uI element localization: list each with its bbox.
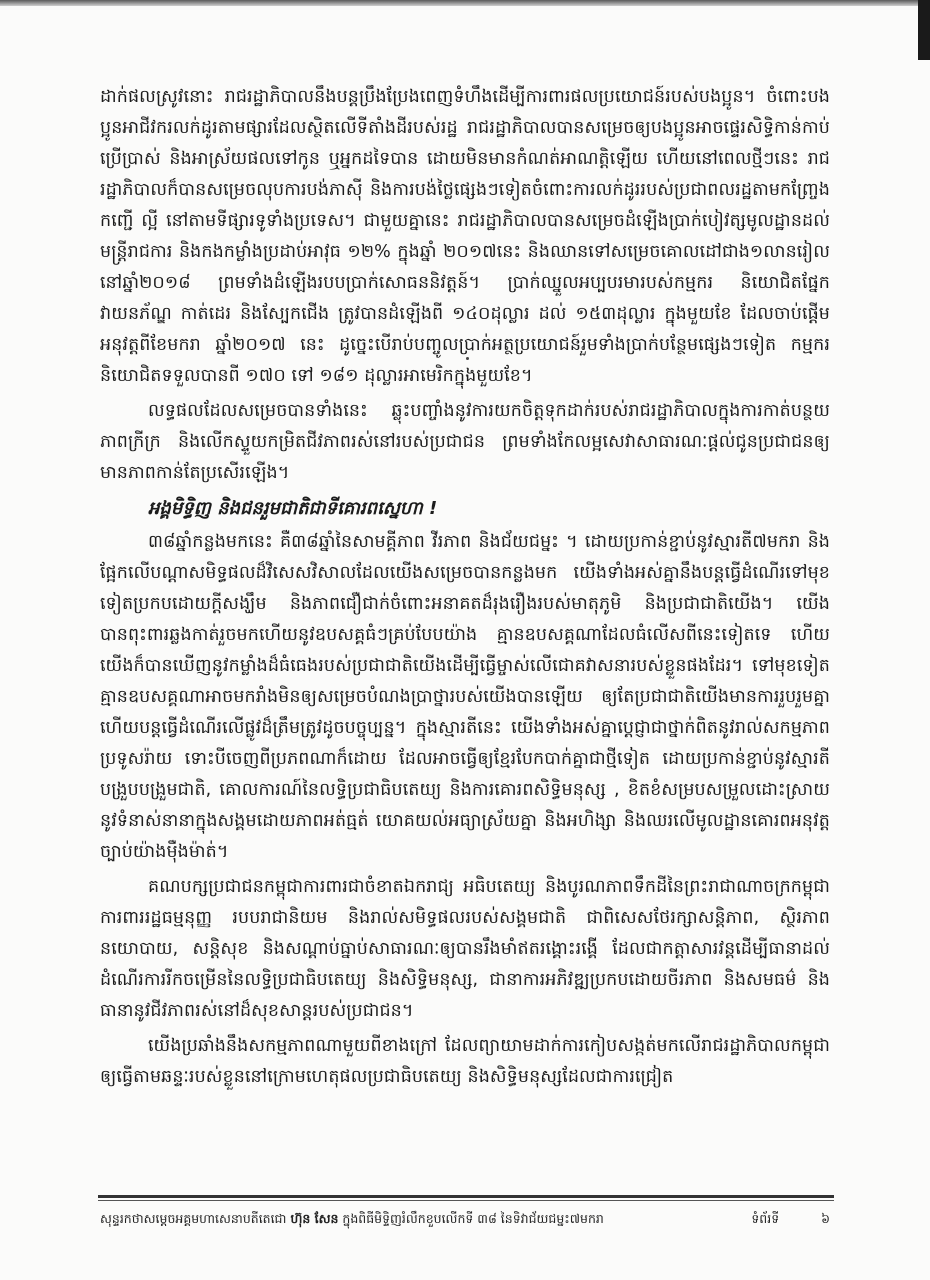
page-label: ទំព័រទី (751, 1211, 780, 1226)
footer-rule (98, 1195, 834, 1198)
footer-caption-suffix: ក្នុងពិធីមិទ្ទិញរំលឹកខួបលើកទី ៣៨ នៃទិវាជ័យជម្នះ៧មករា (338, 1211, 604, 1226)
footer-speaker-name: ហ៊ុន សែន (290, 1211, 339, 1226)
paragraph-2: លទ្ធផលដែលសម្រេចបានទាំងនេះ ឆ្លុះបញ្ចាំងនូវការយកចិត្តទុកដាក់របស់រាជរដ្ឋាភិបាលក្នុងការកាត់បន្ថយភាពក្រីក្រ និងលើកស្ទួយកម្រិតជីវភាពរស់នៅរបស់ប្រជាជន ព្រមទាំងកែលម្អសេវាសាធារណៈផ្ដល់ជូនប្រជាជនឲ្យមានភាពកាន់តែប្រសើរឡើង។ (100, 401, 830, 483)
paragraph-1: ដាក់ផលស្រូវនោះ រាជរដ្ឋាភិបាលនឹងបន្តប្រឹងប្រែងពេញទំហឹងដើម្បីការពារផលប្រយោជន៍របស់បងប្អូន។ ចំពោះបងប្អូនអាជីវករលក់ដូរតាមផ្សារដែលស្ថិតលើទីតាំងដីរបស់រដ្ឋ រាជរដ្ឋាភិបាលបានសម្រេចឲ្យបងប្អូនអាចផ្ទេរសិទ្ធិកាន់កាប់ ប្រើប្រាស់ និងអាស្រ័យផលទៅកូន ឬអ្នកដទៃបាន ដោយមិនមានកំណត់អាណត្តិឡើយ ហើយនៅពេលថ្មីៗនេះ រាជរដ្ឋាភិបាលក៏បានសម្រេចលុបការបង់ភាស៊ី និងការបង់ថ្លៃផ្សេងៗទៀតចំពោះការលក់ដូររបស់ប្រជាពលរដ្ឋតាមកញ្ច្រែង កញ្ជើ ល្អី នៅតាមទីផ្សារទូទាំងប្រទេស។ ជាមួយគ្នានេះ រាជរដ្ឋាភិបាលបានសម្រេចដំឡើងប្រាក់បៀវត្សមូលដ្ឋានដល់មន្ត្រីរាជការ និងកងកម្លាំងប្រដាប់អាវុធ ១២% ក្នុងឆ្នាំ ២០១៧នេះ និងឈានទៅសម្រេចគោលដៅជាង១លានរៀល នៅឆ្នាំ២០១៨ ព្រមទាំងដំឡើងរបបប្រាក់សោធននិវត្តន៍។ ប្រាក់ឈ្នួលអប្បបរមារបស់កម្មករ និយោជិតផ្នែកវាយនភ័ណ្ឌ កាត់ដេរ និងស្បែកជើង ត្រូវបានដំឡើងពី ១៤០ដុល្លារ ដល់ ១៥៣ដុល្លារ ក្នុងមួយខែ ដែលចាប់ផ្ដើមអនុវត្តពីខែមករា ឆ្នាំ២០១៧ នេះ ដូច្នេះបើរាប់បញ្ចូលប្រាក់អត្ថប្រយោជន៍រួមទាំងប្រាក់បន្ថែមផ្សេងៗទៀត កម្មករ និយោជិតទទួលបានពី ១៧០ ទៅ ១៨១ ដុល្លារអាមេរិកក្នុងមួយខែ។ (100, 87, 830, 386)
page-indicator (751, 1206, 830, 1232)
footer-caption (100, 1206, 604, 1232)
section-heading: អង្គមិទ្ធិញ និងជនរួមជាតិជាទីគោរពស្នេហា ! (148, 498, 438, 519)
paragraph-4: គណបក្សប្រជាជនកម្ពុជាការពារជាចំខាតឯករាជ្យ អធិបតេយ្យ និងបូរណភាពទឹកដីនៃព្រះរាជាណាចក្រកម្ពុជា ការពាររដ្ឋធម្មនុញ្ញ របបរាជានិយម និងរាល់សមិទ្ធផលរបស់សង្គមជាតិ ជាពិសេសថែរក្សាសន្តិភាព, ស្ថិរភាពនយោបាយ, សន្តិសុខ និងសណ្ដាប់ធ្នាប់សាធារណៈឲ្យបានរឹងមាំឥតរង្គោះរង្គើ ដែលជាកត្តាសារវន្តដើម្បីធានាដល់ដំណើរការរីកចម្រើននៃលទ្ធិប្រជាធិបតេយ្យ និងសិទ្ធិមនុស្ស, ជានាការអភិវឌ្ឍប្រកបដោយចីរភាព និងសមធម៌ និងធានានូវជីវភាពរស់នៅដ៏សុខសាន្តរបស់ប្រជាជន។ (100, 877, 830, 1021)
page-number: ៦ (821, 1211, 830, 1226)
paragraph-3: ៣៨ឆ្នាំកន្លងមកនេះ គឺ៣៨ឆ្នាំនៃសាមគ្គីភាព វីរភាព និងជ័យជម្នះ ។ ដោយប្រកាន់ខ្ជាប់នូវស្មារតី៧មករា និងផ្អែកលើបណ្ដាសមិទ្ធផលដ៏វិសេសវិសាលដែលយើងសម្រេចបានកន្លងមក យើងទាំងអស់គ្នានឹងបន្តធ្វើដំណើរទៅមុខទៀតប្រកបដោយក្ដីសង្ឃឹម និងភាពជឿជាក់ចំពោះអនាគតដ៏រុងរឿងរបស់មាតុភូមិ និងប្រជាជាតិយើង។ យើងបានពុះពារឆ្លងកាត់រួចមកហើយនូវឧបសគ្គធំៗគ្រប់បែបយ៉ាង គ្មានឧបសគ្គណាដែលធំលើសពីនេះទៀតទេ ហើយយើងក៏បានឃើញនូវកម្លាំងដ៏ធំធេងរបស់ប្រជាជាតិយើងដើម្បីធ្វើម្ចាស់លើជោគវាសនារបស់ខ្លួនផងដែរ។ ទៅមុខទៀត គ្មានឧបសគ្គណាអាចមករាំងមិនឲ្យសម្រេចបំណងប្រាថ្នារបស់យើងបានឡើយ ឲ្យតែប្រជាជាតិយើងមានការរួបរួមគ្នា ហើយបន្តធ្វើដំណើរលើផ្លូវដ៏ត្រឹមត្រូវដូចបច្ចុប្បន្ន។ ក្នុងស្មារតីនេះ យើងទាំងអស់គ្នាប្ដេជ្ញាជាថ្នាក់ពិតនូវរាល់សកម្មភាពប្រទូសរ៉ាយ ទោះបីចេញពីប្រភពណាក៏ដោយ ដែលអាចធ្វើឲ្យខ្មែរបែកបាក់គ្នាជាថ្មីទៀត ដោយប្រកាន់ខ្ជាប់នូវស្មារតីបង្រួបបង្រួមជាតិ, គោលការណ៍នៃលទ្ធិប្រជាធិបតេយ្យ និងការគោរពសិទ្ធិមនុស្ស , ខិតខំសម្របសម្រួលដោះស្រាយនូវទំនាស់នានាក្នុងសង្គមដោយភាពអត់ធ្មត់ យោគយល់អធ្យាស្រ័យគ្នា និងអហិង្សា និងឈរលើមូលដ្ឋានគោរពអនុវត្តច្បាប់យ៉ាងម៉ឺងម៉ាត់។ (100, 532, 830, 862)
document-body (100, 82, 830, 1097)
footer-rule-thin (98, 1200, 834, 1201)
scan-corner-shadow (918, 0, 930, 60)
page-footer (100, 1206, 830, 1232)
scan-top-edge (0, 0, 930, 6)
footer-caption-prefix: សុន្ទរកថាសម្ដេចអគ្គមហាសេនាបតីតេជោ (100, 1211, 291, 1226)
paragraph-5: យើងប្រឆាំងនឹងសកម្មភាពណាមួយពីខាងក្រៅ ដែលព្យាយាមដាក់ការកៀបសង្កត់មកលើរាជរដ្ឋាភិបាលកម្ពុជាឲ្យធ្វើតាមឆន្ទៈរបស់ខ្លួននៅក្រោមហេតុផលប្រជាធិបតេយ្យ និងសិទ្ធិមនុស្សដែលជាការជ្រៀត (100, 1036, 830, 1087)
